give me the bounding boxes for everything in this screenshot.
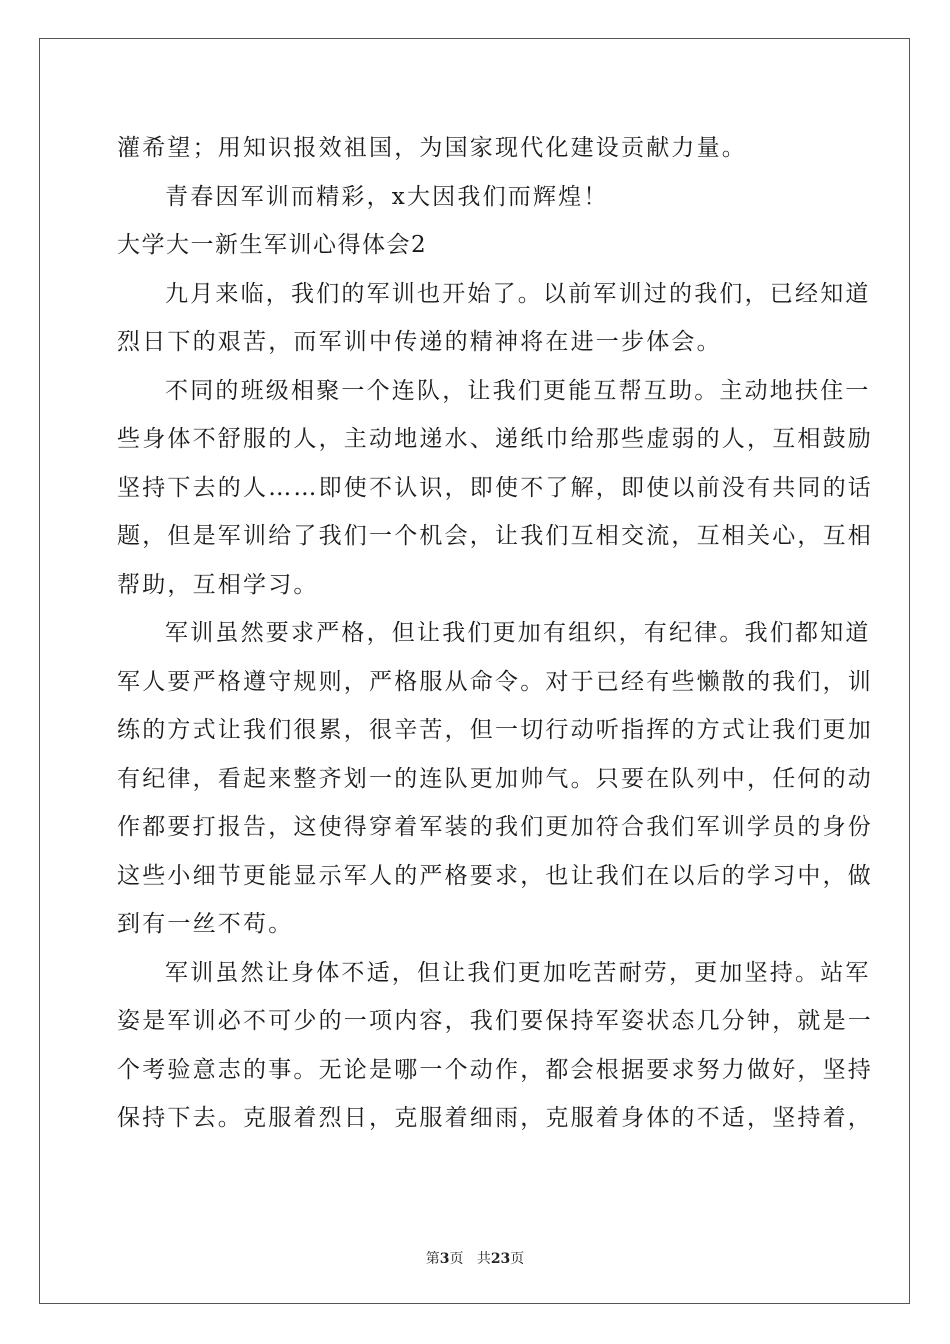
total-label-suffix: 页	[510, 1251, 525, 1267]
text-line: 灌希望；用知识报效祖国，为国家现代化建设贡献力量。	[117, 135, 747, 161]
total-label-prefix: 共	[476, 1251, 491, 1267]
text-line: 帮助，互相学习。	[117, 571, 319, 598]
text-line: 九月来临，我们的军训也开始了。以前军训过的我们，已经知道	[165, 280, 871, 307]
text-line: 军训虽然让身体不适，但让我们更加吃苦耐劳，更加坚持。站军	[165, 959, 871, 986]
total-page-number: 23	[490, 1251, 511, 1267]
text-line: 坚持下去的人……即使不认识，即使不了解，即使以前没有共同的话	[117, 474, 873, 501]
text-line: 烈日下的艰苦，而军训中传递的精神将在进一步体会。	[117, 329, 722, 355]
text-line: 有纪律，看起来整齐划一的连队更加帅气。只要在队列中，任何的动	[117, 765, 873, 792]
text-line: 不同的班级相聚一个连队，让我们更能互帮互助。主动地扶住一	[165, 377, 871, 404]
document-body	[117, 124, 873, 1143]
text-line: 军人要严格遵守规则，严格服从命令。对于已经有些懒散的我们，训	[117, 668, 873, 695]
footer-spacer	[463, 1251, 476, 1267]
text-line: 保持下去。克服着烈日，克服着细雨，克服着身体的不适，坚持着，	[117, 1105, 873, 1131]
text-line: 些身体不舒服的人，主动地递水、递纸巾给那些虚弱的人，互相鼓励	[117, 426, 873, 452]
text-line: 题，但是军训给了我们一个机会，让我们互相交流，互相关心，互相	[117, 523, 873, 549]
text-line: 到有一丝不苟。	[117, 911, 294, 937]
text-line: 个考验意志的事。无论是哪一个动作，都会根据要求努力做好，坚持	[117, 1056, 873, 1083]
page-label-prefix: 第	[425, 1251, 440, 1267]
text-line: 青春因军训而精彩，x大因我们而辉煌！	[165, 183, 609, 210]
current-page-number: 3	[439, 1251, 450, 1267]
text-line: 这些小细节更能显示军人的严格要求，也让我们在以后的学习中，做	[117, 862, 873, 889]
page-footer	[0, 1248, 950, 1268]
text-line: 练的方式让我们很累，很辛苦，但一切行动听指挥的方式让我们更加	[117, 717, 873, 743]
text-line: 军训虽然要求严格，但让我们更加有组织，有纪律。我们都知道	[165, 620, 871, 646]
text-line: 姿是军训必不可少的一项内容，我们要保持军姿状态几分钟，就是一	[117, 1008, 873, 1034]
page-label-suffix: 页	[449, 1251, 464, 1267]
text-line: 作都要打报告，这使得穿着军装的我们更加符合我们军训学员的身份	[117, 814, 873, 840]
section-heading: 大学大一新生军训心得体会2	[117, 232, 428, 258]
